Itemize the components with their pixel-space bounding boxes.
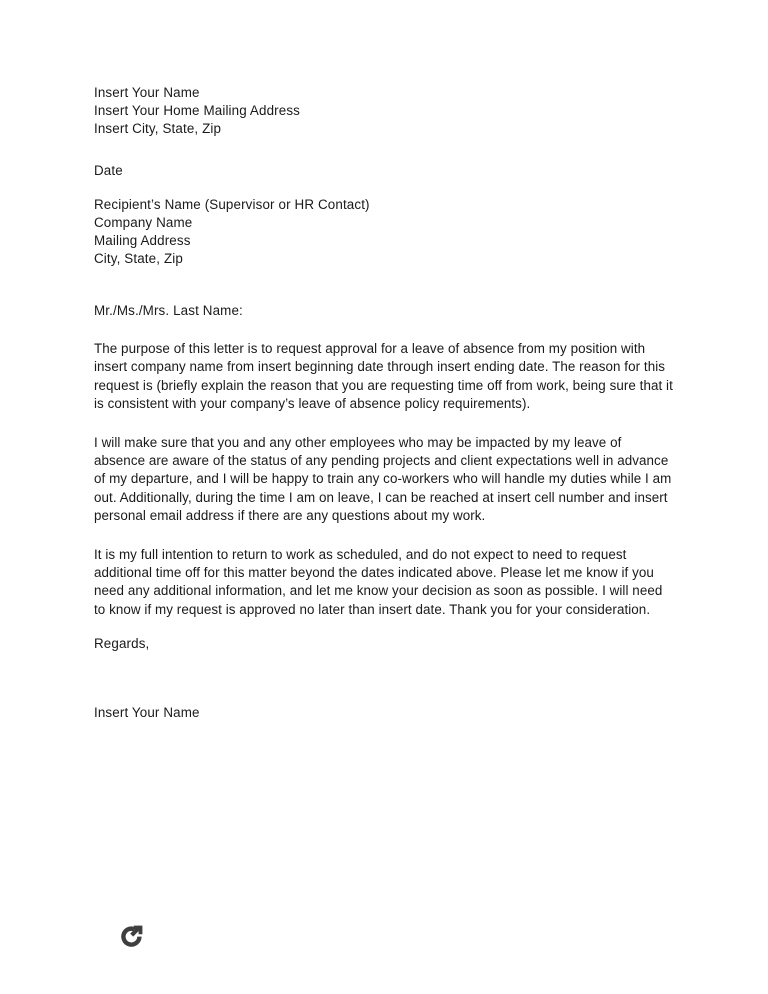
signature-space: [94, 653, 676, 704]
spacer-before-date: [94, 138, 676, 162]
signature-name: Insert Your Name: [94, 705, 200, 721]
letter-content: [94, 84, 676, 722]
circular-arrow-external-link-icon: [117, 921, 147, 951]
recipient-city-state-zip: City, State, Zip: [94, 251, 183, 266]
body-paragraph-2: I will make sure that you and any other employees who may be impacted by my leave of absence are aware of the status of any pending projects and client expectations well in advance of my departure, and I will be happy to train any co-workers who will handle my duties while I am out. Additionally, during the time I am on leave, I can be reached at insert cell number and insert personal email address if there are any questions about my work.: [94, 434, 672, 524]
spacer-before-recipient: [94, 180, 676, 196]
spacer-before-paragraph-3: [94, 526, 676, 546]
closing-block: [94, 635, 676, 653]
body-paragraph-3: It is my full intention to return to work as scheduled, and do not expect to need to request additional time off for this matter beyond the dates indicated above. Please let me know if you need any additional information, and let me know your decision as soon as possible. I will need to know if my request is approved no later than insert date. Thank you for your consideration.: [94, 546, 663, 617]
date-block: [94, 162, 676, 180]
recipient-name: Recipient’s Name (Supervisor or HR Contact): [94, 197, 370, 212]
sender-address-block: [94, 84, 676, 138]
date-line: Date: [94, 163, 123, 178]
spacer-before-salutation: [94, 268, 676, 302]
recipient-mailing-address: Mailing Address: [94, 233, 191, 248]
sender-city-state-zip: Insert City, State, Zip: [94, 121, 222, 136]
recipient-address-block: [94, 196, 676, 268]
body-paragraph-1: The purpose of this letter is to request approval for a leave of absence from my position with insert company name from insert beginning date through insert ending date. The reason for this request is (briefly explain the reason that you are requesting time off from work, being sure that it is consistent with your company’s leave of absence policy requirements).: [94, 341, 673, 412]
sender-name: Insert Your Name: [94, 85, 200, 100]
recipient-company: Company Name: [94, 215, 193, 230]
spacer-before-closing: [94, 619, 676, 635]
spacer-before-paragraph-1: [94, 320, 676, 340]
signature-block: [94, 704, 676, 722]
salutation-line: Mr./Ms./Mrs. Last Name:: [94, 303, 243, 318]
salutation-block: [94, 302, 676, 320]
sender-street-address: Insert Your Home Mailing Address: [94, 103, 300, 118]
spacer-before-paragraph-2: [94, 414, 676, 434]
closing-line: Regards,: [94, 636, 150, 652]
